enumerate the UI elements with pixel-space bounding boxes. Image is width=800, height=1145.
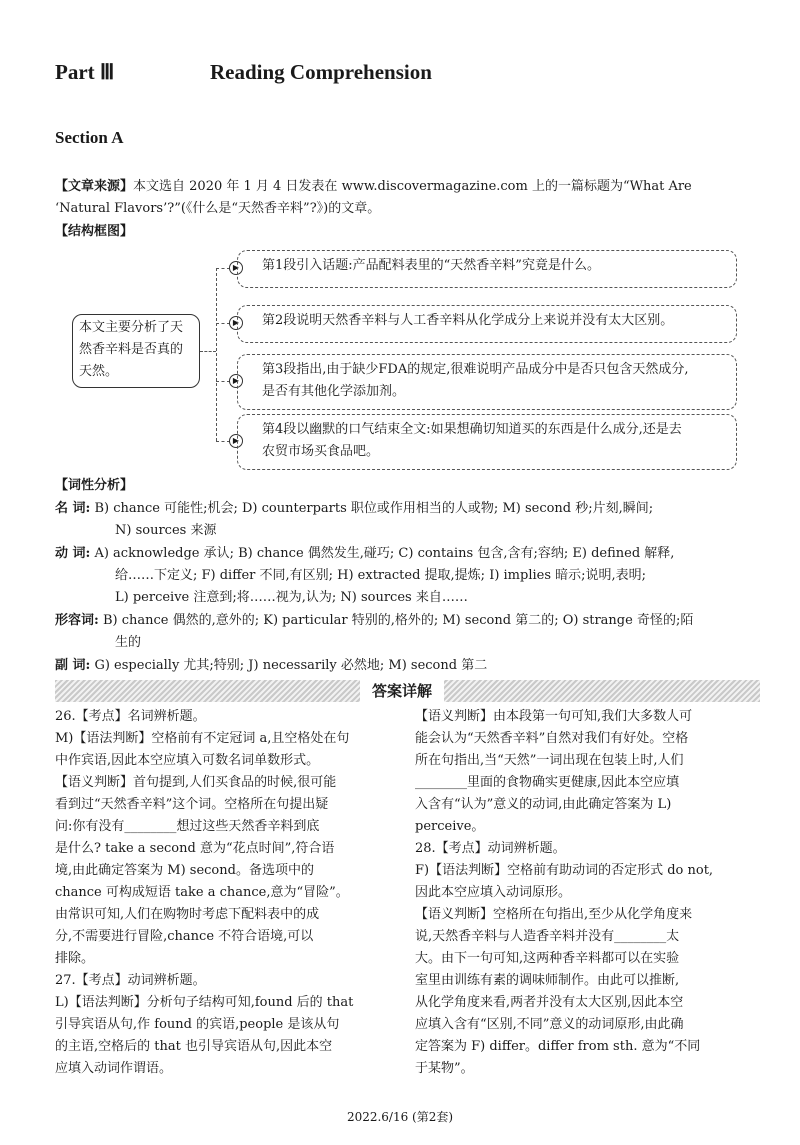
branch-box-2 — [237, 305, 737, 343]
answer-right-line: 28.【考点】动词辨析题。 — [415, 841, 566, 856]
answer-left-line: L)【语法判断】分析句子结构可知,found 后的 that — [55, 995, 354, 1010]
answer-left-line: 境,由此确定答案为 M) second。备选项中的 — [55, 863, 314, 878]
page-footer: 2022.6/16 (第2套) — [346, 1110, 454, 1124]
pos-adj-1 — [55, 610, 760, 632]
noun-text-1: B) chance 可能性;机会; D) counterparts 职位或作用相当的人或物; M) second 秒;片刻,瞬间; — [94, 501, 654, 516]
noun-label: 名 词: — [55, 501, 91, 516]
part-title: Reading Comprehension — [210, 60, 432, 84]
arrow-icon: ▶ — [229, 374, 243, 388]
pos-noun-1 — [55, 498, 760, 520]
answer-right-line: perceive。 — [415, 819, 485, 834]
answer-right-line: 从化学角度来看,两者并没有太大区别,因此本空 — [415, 995, 684, 1010]
answer-right-line: 室里由训练有素的调味师制作。由此可以推断, — [415, 973, 680, 988]
answer-right-line: 入含有“认为”意义的动词,由此确定答案为 L) — [415, 797, 672, 812]
answer-left-line: 看到过“天然香辛料”这个词。空格所在句提出疑 — [55, 797, 329, 812]
structure-label: 【结构框图】 — [55, 224, 134, 239]
answer-right-line: 应填入含有“区别,不同”意义的动词原形,由此确 — [415, 1017, 684, 1032]
pos-adv-1 — [55, 655, 760, 677]
branch-box-4 — [237, 414, 737, 470]
answer-left-line: 问:你有没有________想过这些天然香辛料到底 — [55, 819, 320, 834]
pos-verb-3: L) perceive 注意到;将……视为,认为; N) sources 来自…… — [115, 590, 468, 605]
main-idea-line-1: 本文主要分析了天 — [79, 320, 184, 335]
answer-right-line: ________里面的食物确实更健康,因此本空应填 — [415, 775, 680, 790]
main-idea-box — [72, 314, 200, 388]
source-text-1: 本文选自 2020 年 1 月 4 日发表在 www.discovermagazine.com 上的一篇标题为“What Are — [133, 179, 692, 194]
answer-right-line: 定答案为 F) differ。differ from sth. 意为“不同 — [415, 1039, 701, 1054]
pos-adj-2: 生的 — [115, 635, 142, 650]
branch-4-text-2: 农贸市场买食品吧。 — [262, 444, 380, 459]
answer-left-line: 是什么? take a second 意为“花点时间”,符合语 — [55, 841, 335, 856]
answers-title: 答案详解 — [360, 680, 444, 702]
answer-right-line: 说,天然香辛料与人造香辛料并没有________太 — [415, 929, 680, 944]
verb-text-1: A) acknowledge 承认; B) chance 偶然发生,碰巧; C) contains 包含,含有;容纳; E) defined 解释, — [94, 546, 675, 561]
adj-text-1: B) chance 偶然的,意外的; K) particular 特别的,格外的; M) second 第二的; O) strange 奇怪的;陌 — [102, 613, 694, 628]
answer-right-line: 因此本空应填入动词原形。 — [415, 885, 572, 900]
pos-verb-1 — [55, 543, 760, 565]
branch-3-text-1: 第3段指出,由于缺少FDA的规定,很难说明产品成分中是否只包含天然成分, — [262, 362, 689, 377]
answer-left-line: chance 可构成短语 take a chance,意为“冒险”。 — [55, 885, 349, 900]
arrow-icon: ▶ — [229, 434, 243, 448]
branch-1-text: 第1段引入话题:产品配料表里的“天然香辛料”究竟是什么。 — [262, 258, 600, 273]
arrow-icon: ▶ — [229, 261, 243, 275]
branch-2-text: 第2段说明天然香辛料与人工香辛料从化学成分上来说并没有太大区别。 — [262, 313, 674, 328]
answer-left-line: 引导宾语从句,作 found 的宾语,people 是该从句 — [55, 1017, 340, 1032]
answer-right-line: 大。由下一句可知,这两种香辛料都可以在实验 — [415, 951, 680, 966]
connector-main — [200, 351, 216, 352]
pos-label: 【词性分析】 — [55, 478, 134, 493]
answer-left-line: 【语义判断】首句提到,人们买食品的时候,很可能 — [55, 775, 337, 790]
connector-4 — [216, 441, 230, 442]
answer-left-line: 分,不需要进行冒险,chance 不符合语境,可以 — [55, 929, 314, 944]
connector-trunk — [216, 268, 217, 441]
source-line-2: ‘Natural Flavors’?”(《什么是“天然香辛料”?》)的文章。 — [55, 201, 381, 216]
answer-right-line: F)【语法判断】空格前有助动词的否定形式 do not, — [415, 863, 714, 878]
answer-left-line: M)【语法判断】空格前有不定冠词 a,且空格处在句 — [55, 731, 350, 746]
adj-label: 形容词: — [55, 613, 99, 628]
pos-verb-2: 给……下定义; F) differ 不同,有区别; H) extracted 提取,提炼; I) implies 暗示;说明,表明; — [115, 568, 647, 583]
adv-label: 副 词: — [55, 658, 91, 673]
answers-left-column — [55, 706, 400, 1080]
answer-left-line: 的主语,空格后的 that 也引导宾语从句,因此本空 — [55, 1039, 333, 1054]
connector-3 — [216, 381, 230, 382]
part-label: Part Ⅲ — [55, 60, 115, 84]
connector-2 — [216, 323, 230, 324]
source-line-1 — [55, 176, 760, 198]
main-idea-line-3: 天然。 — [79, 364, 119, 379]
answer-left-line: 26.【考点】名词辨析题。 — [55, 709, 206, 724]
answer-right-line: 于某物”。 — [415, 1061, 474, 1076]
answer-left-line: 应填入动词作谓语。 — [55, 1061, 173, 1076]
verb-label: 动 词: — [55, 546, 91, 561]
answer-left-line: 中作宾语,因此本空应填入可数名词单数形式。 — [55, 753, 320, 768]
branch-4-text-1: 第4段以幽默的口气结束全文:如果想确切知道买的东西是什么成分,还是去 — [262, 422, 682, 437]
answer-left-line: 由常识可知,人们在购物时考虑下配料表中的成 — [55, 907, 320, 922]
answer-left-line: 排除。 — [55, 951, 95, 966]
source-label: 【文章来源】 — [55, 179, 134, 194]
branch-3-text-2: 是否有其他化学添加剂。 — [262, 384, 406, 399]
branch-box-1 — [237, 250, 737, 288]
main-idea-line-2: 然香辛料是否真的 — [79, 342, 184, 357]
answers-right-column — [415, 706, 760, 1080]
pos-noun-2: N) sources 来源 — [115, 523, 217, 538]
answer-left-line: 27.【考点】动词辨析题。 — [55, 973, 206, 988]
answer-right-line: 能会认为“天然香辛料”自然对我们有好处。空格 — [415, 731, 689, 746]
adv-text-1: G) especially 尤其;特别; J) necessarily 必然地; M) second 第二 — [94, 658, 488, 673]
answer-right-line: 【语义判断】空格所在句指出,至少从化学角度来 — [415, 907, 693, 922]
answer-right-line: 【语义判断】由本段第一句可知,我们大多数人可 — [415, 709, 693, 724]
arrow-icon: ▶ — [229, 316, 243, 330]
connector-1 — [216, 268, 230, 269]
answer-right-line: 所在句指出,当“天然”一词出现在包装上时,人们 — [415, 753, 684, 768]
branch-box-3 — [237, 354, 737, 410]
section-label: Section A — [55, 128, 124, 147]
